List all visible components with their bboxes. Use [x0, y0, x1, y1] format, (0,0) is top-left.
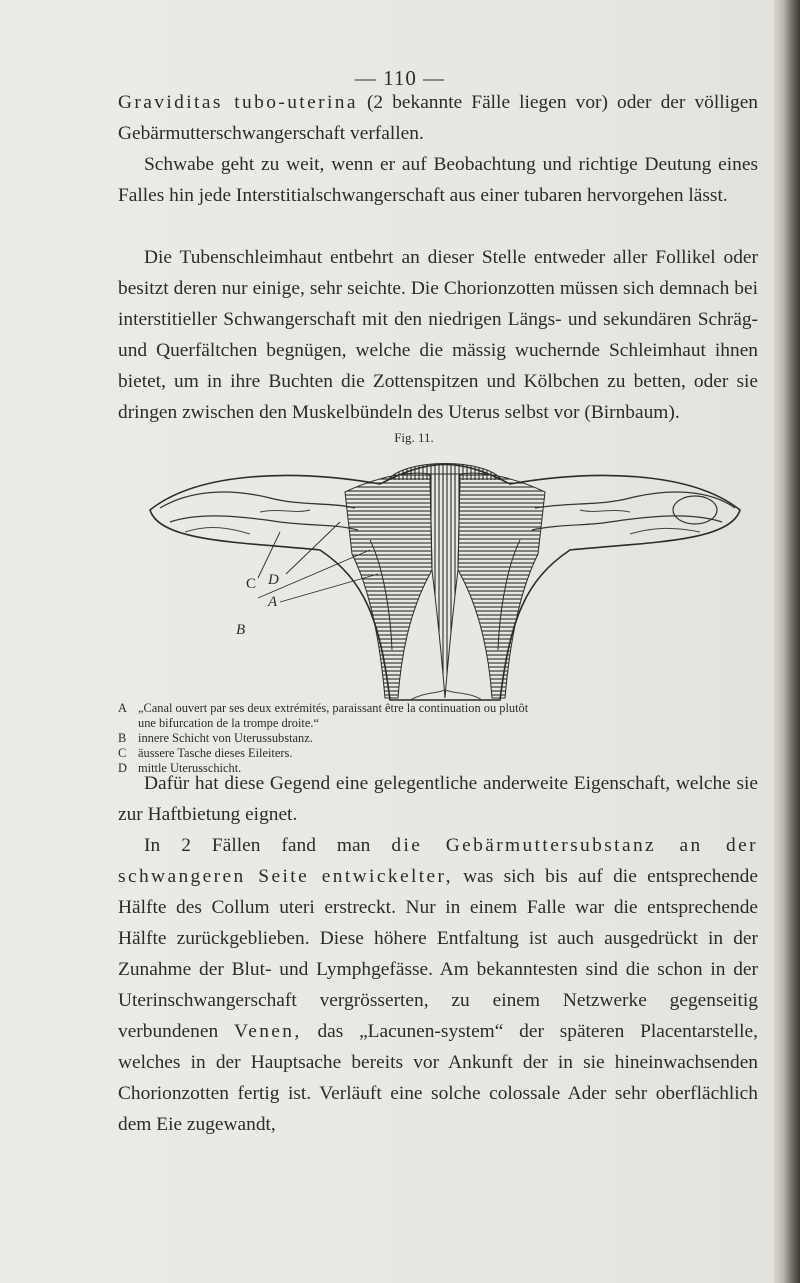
paragraph-3: Die Tubenschleimhaut entbehrt an dieser Stelle entweder aller Follikel oder besitzt deren nur einige, sehr seichte. Die Chorionzotten müssen sich demnach bei interstitieller Schwangerschaft mit den niedrigen Längs- und sekundären Schräg- und Querfältchen begnügen, welche die mässig wuchernde Schleimhaut ihnen bietet, um in ihre Buchten die Zottenspitzen und Kölbchen zu betten, oder sie dringen zwischen den Muskelbündeln des Uterus selbst vor (Birnbaum). — [118, 247, 758, 423]
spaced-term-venen: Venen, — [233, 1021, 302, 1042]
fundus-dome — [388, 464, 502, 481]
legend-continuation: une bifurcation de la trompe droite.“ — [138, 716, 319, 730]
paragraph-1 — [118, 87, 758, 149]
paragraph-5-text-c: das „Lacunen-system“ der späteren Placentarstelle, welches in der Hauptsache bereits vor Ankunft der in sie hineinwachsenden Chorionzotten fertig ist. Verläuft eine solche colossale Ader sehr oberflächlich dem Eie zugewandt, — [118, 1021, 758, 1135]
figure-letter-b: B — [236, 622, 246, 638]
page-number: — 110 — — [354, 66, 446, 90]
uterine-wall-right — [458, 473, 545, 698]
figure-letter-d: D — [268, 572, 279, 588]
legend-entry — [118, 701, 758, 716]
legend-text: mittle Uterusschicht. — [138, 761, 242, 775]
legend-text: äussere Tasche dieses Eileiters. — [138, 746, 293, 760]
figure-letter-a: A — [268, 594, 278, 610]
figure-letter-c: C — [246, 576, 257, 592]
legend-text: innere Schicht von Uterussubstanz. — [138, 731, 313, 745]
uterine-wall-left — [345, 473, 432, 698]
legend-key: B — [118, 731, 127, 745]
figure-label: Fig. 11. — [394, 430, 434, 445]
paragraph-1-text: (2 bekannte Fälle liegen vor) oder der völligen Gebärmutterschwangerschaft verfallen. — [118, 92, 758, 144]
legend-key: D — [118, 761, 127, 775]
spaced-term: Graviditas tubo-uterina — [118, 92, 358, 113]
right-tube — [535, 492, 735, 508]
legend-entry — [118, 731, 758, 746]
spaced-phrase: die Gebärmuttersubstanz an der schwangeren Seite entwickelter, — [118, 835, 758, 887]
page-edge-shadow — [774, 0, 800, 1283]
uterine-cavity — [430, 474, 460, 698]
legend-entry — [118, 746, 758, 761]
paragraph-5-text-a: In 2 Fällen fand man — [144, 835, 392, 856]
anatomical-figure — [130, 450, 760, 712]
legend-key: C — [118, 746, 127, 760]
left-tube — [160, 492, 355, 508]
legend-key: A — [118, 701, 127, 715]
uterus-illustration — [130, 450, 760, 712]
figure-legend — [118, 701, 758, 776]
paragraph-2: Schwabe geht zu weit, wenn er auf Beobachtung und richtige Deutung eines Falles hin jede Interstitialschwangerschaft aus einer tubaren hervorgehen lässt. — [118, 154, 758, 206]
legend-text: „Canal ouvert par ses deux extrémités, paraissant être la continuation ou plutôt — [138, 701, 529, 715]
paragraph-5 — [118, 830, 758, 1140]
paragraph-5-text-b: was sich bis auf die entsprechende Hälfte des Collum uteri erstreckt. Nur in einem Falle war die entsprechende Hälfte zurückgeblieben. Diese höhere Entfaltung ist auch ausgedrückt in der Zunahme der Blut- und Lymphgefässe. Am bekanntesten sind die schon in der Uterinschwangerschaft vergrösserten, zu einem Netzwerke gegenseitig verbundenen — [118, 866, 758, 1042]
paragraph-4: Dafür hat diese Gegend eine gelegentliche anderweite Eigenschaft, welche sie zur Haftbietung eignet. — [118, 773, 758, 825]
